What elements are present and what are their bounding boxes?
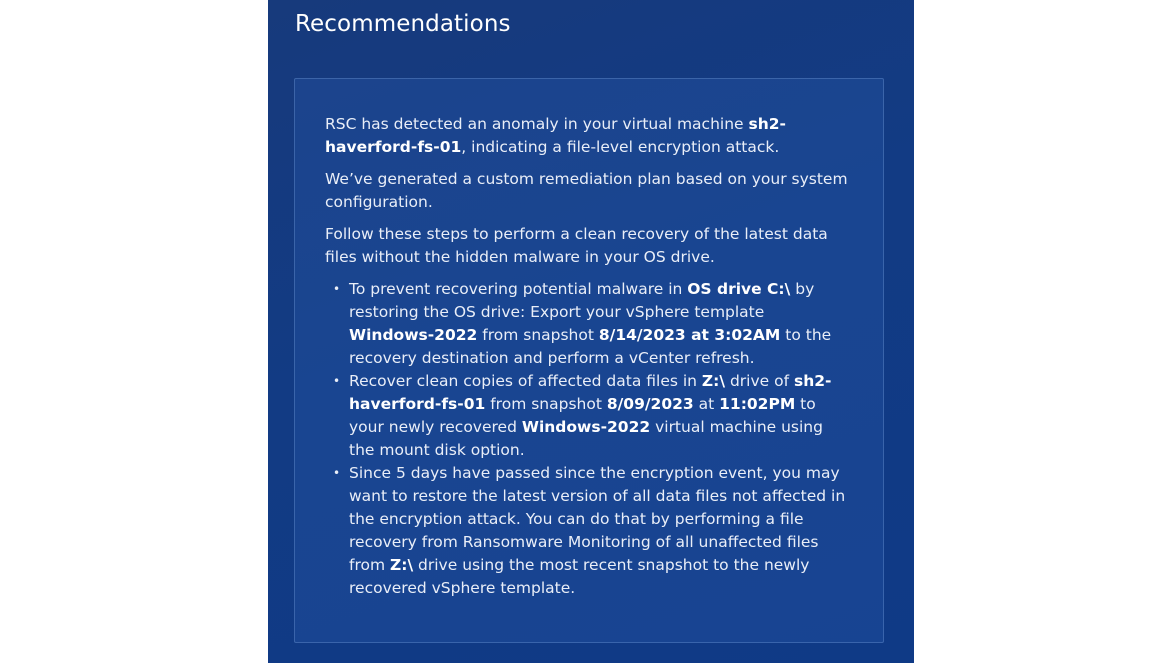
bullet-icon: • xyxy=(333,282,341,296)
text-segment: RSC has detected an anomaly in your virtual machine xyxy=(325,115,749,133)
list-item xyxy=(325,462,850,600)
paragraph xyxy=(325,113,850,159)
text-segment: from snapshot xyxy=(477,326,599,344)
text-segment: virtual machine using the mount disk option. xyxy=(349,418,823,459)
bullet-icon: • xyxy=(333,466,341,480)
bold-segment: 8/14/2023 at 3:02AM xyxy=(598,326,781,344)
text-segment: from snapshot xyxy=(485,395,607,413)
text-segment: Since 5 days have passed since the encryption event, you may want to restore the latest version of all data files not affected in the encryption attack. You can do that by performing a file recovery from Ransomware Monitoring of all unaffected files from xyxy=(349,464,846,574)
bold-segment: sh2-haverford-fs-01 xyxy=(349,372,832,413)
bold-segment: OS drive C:\ xyxy=(687,280,791,298)
vm-name: sh2-haverford-fs-01 xyxy=(325,115,786,156)
text-segment: by restoring the OS drive: Export your vSphere template xyxy=(349,280,815,321)
text-segment: at xyxy=(693,395,720,413)
recommendation-steps xyxy=(325,278,850,600)
paragraph xyxy=(325,223,850,269)
recommendation-body xyxy=(325,113,850,600)
paragraph xyxy=(325,168,850,214)
text-segment: to the recovery destination and perform a vCenter refresh. xyxy=(349,326,832,367)
recommendations-panel xyxy=(268,0,914,663)
bold-segment: Windows-2022 xyxy=(349,326,478,344)
list-item xyxy=(325,278,850,370)
bold-segment: Windows-2022 xyxy=(521,418,651,436)
text-segment: drive of xyxy=(725,372,794,390)
bold-segment: 11:02PM xyxy=(719,395,796,413)
text-segment: To prevent recovering potential malware in xyxy=(349,280,688,298)
list-item xyxy=(325,370,850,462)
text-segment: to your newly recovered xyxy=(349,395,816,436)
bold-segment: Z:\ xyxy=(701,372,726,390)
text-segment: Recover clean copies of affected data files in xyxy=(349,372,702,390)
text-segment: We’ve generated a custom remediation plan based on your system configuration. xyxy=(325,170,848,211)
bullet-icon: • xyxy=(333,374,341,388)
text-segment: drive using the most recent snapshot to the newly recovered vSphere template. xyxy=(349,556,810,597)
panel-title: Recommendations xyxy=(295,11,511,37)
text-segment: Follow these steps to perform a clean recovery of the latest data files without the hidden malware in your OS drive. xyxy=(325,225,828,266)
bold-segment: 8/09/2023 xyxy=(606,395,694,413)
text-segment: , indicating a file-level encryption attack. xyxy=(461,138,780,156)
bold-segment: Z:\ xyxy=(390,556,414,574)
recommendation-card xyxy=(294,78,884,643)
